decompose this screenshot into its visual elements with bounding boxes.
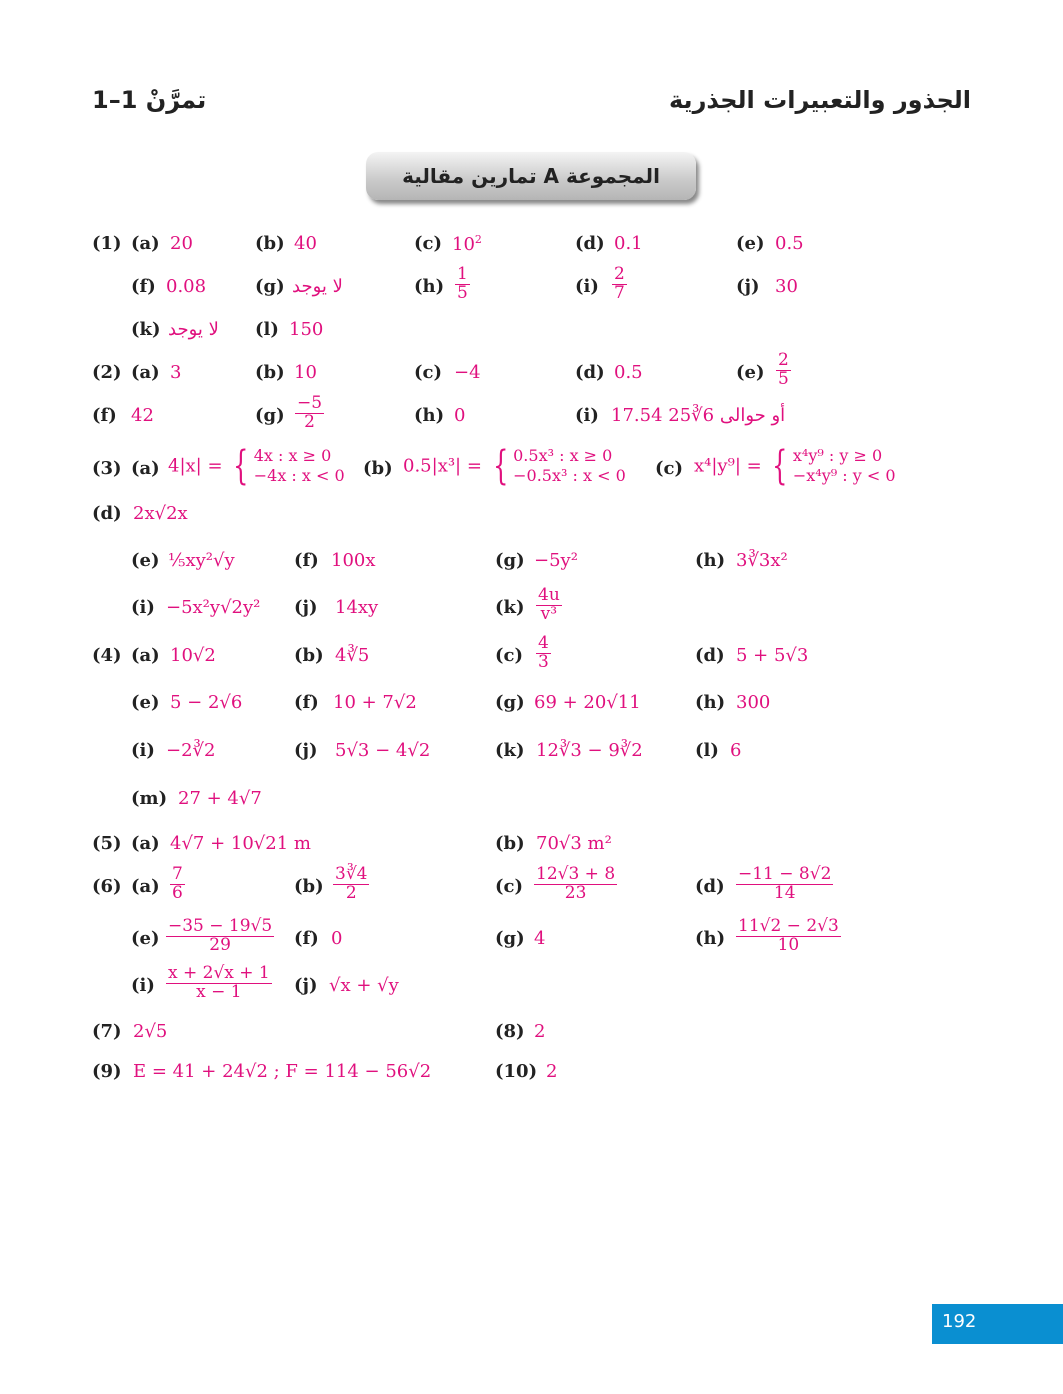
answer-value: 42 — [131, 405, 154, 426]
answer-label: (m) — [131, 788, 168, 809]
answer-value: 40 — [294, 233, 317, 254]
answer-value: 70√3 m² — [536, 833, 612, 854]
answer-value: 20 — [170, 233, 193, 254]
answer-label: (h) — [695, 928, 726, 949]
answer-value: 10 + 7√2 — [333, 692, 417, 713]
answer-value: 2 — [546, 1061, 558, 1082]
answer-value: 0 — [454, 405, 466, 426]
answer-label: (h) — [414, 276, 445, 297]
answer-label: (a) — [131, 233, 160, 254]
answer-value: 6 — [730, 740, 742, 761]
answer-value: 10 — [294, 362, 317, 383]
answer-value: E = 41 + 24√2 ; F = 114 − 56√2 — [133, 1061, 432, 1082]
answer-value: 2 — [534, 1021, 546, 1042]
answer-label: (b) — [294, 876, 324, 897]
answer-label: (a) — [131, 362, 160, 383]
answer-label: (a) — [131, 458, 160, 479]
answer-value: 100x — [331, 550, 376, 571]
answer-value: 0.08 — [166, 276, 207, 297]
question-number: (2) — [92, 362, 122, 383]
answer-value: 27 + 4√7 — [178, 788, 262, 809]
answer-fraction: $\frac{2}{7}$ — [614, 264, 625, 303]
answer-value: لا يوجد — [168, 319, 219, 340]
answer-label: (g) — [495, 928, 525, 949]
answer-fraction: $\frac{4u}{\text{v³}}$ — [538, 585, 560, 624]
answer-value: 3 — [170, 362, 182, 383]
answer-label: (i) — [131, 740, 155, 761]
answer-fraction: $\frac{4}{3}$ — [538, 633, 549, 672]
answer-label: (b) — [255, 233, 285, 254]
answer-value: $10^2$ — [452, 233, 482, 255]
answer-value: 0.1 — [614, 233, 643, 254]
answer-fraction: $\frac{-11 - 8√2}{14}$ — [738, 864, 832, 903]
answer-value: √x + √y — [329, 975, 399, 996]
answer-label: (i) — [131, 975, 155, 996]
answer-label: (b) — [255, 362, 285, 383]
answer-value: −4 — [454, 362, 481, 383]
answer-fraction: $\frac{x + 2√x + 1}{x - 1}$ — [168, 963, 270, 1002]
answer-value: 17.54 أو حوالى 6∛25 — [611, 405, 786, 426]
answer-value: 150 — [289, 319, 324, 340]
answer-value: 30 — [775, 276, 798, 297]
answer-label: (g) — [495, 550, 525, 571]
answer-label: (d) — [575, 362, 605, 383]
answer-label: (h) — [414, 405, 445, 426]
answer-value: 5 − 2√6 — [170, 692, 243, 713]
answer-value: 14xy — [335, 597, 379, 618]
answer-label: (h) — [695, 550, 726, 571]
answer-label: (g) — [255, 276, 285, 297]
answer-label: (c) — [414, 362, 442, 383]
answer-label: (j) — [294, 740, 318, 761]
answer-fraction: $\frac{12√3 + 8}{23}$ — [536, 864, 616, 903]
answer-value: 0.5 — [775, 233, 804, 254]
answer-label: (b) — [294, 645, 324, 666]
answer-value: 3∛3x² — [736, 550, 788, 571]
answer-label: (l) — [255, 319, 279, 340]
answer-label: (h) — [695, 692, 726, 713]
answer-fraction: $\frac{-35 - 19√5}{29}$ — [168, 916, 273, 955]
answer-fraction: $\frac{1}{5}$ — [457, 264, 468, 303]
answer-label: (c) — [495, 876, 523, 897]
answer-value: 4∛5 — [335, 645, 370, 666]
answer-label: (d) — [575, 233, 605, 254]
answer-label: (i) — [575, 405, 599, 426]
exercise-label: تمرَّنْ 1–1 — [92, 86, 207, 114]
answer-value: −5y² — [534, 550, 578, 571]
answer-fraction: $\frac{2}{5}$ — [778, 350, 789, 389]
question-number: (10) — [495, 1061, 538, 1082]
answer-label: (c) — [655, 458, 683, 479]
question-number: (1) — [92, 233, 122, 254]
answer-value: 10√2 — [170, 645, 216, 666]
answer-label: (f) — [294, 550, 319, 571]
answer-value: −5x²y√2y² — [166, 597, 261, 618]
question-number: (3) — [92, 458, 122, 479]
answer-label: (f) — [92, 405, 117, 426]
answer-label: (i) — [575, 276, 599, 297]
piecewise-answer: 4|x| = { 4x : x ≥ 0 −4x : x < 0 — [168, 443, 345, 489]
answer-label: (e) — [131, 692, 160, 713]
answer-value: 2x√2x — [133, 503, 188, 524]
answer-label: (a) — [131, 833, 160, 854]
answer-value: 0 — [331, 928, 343, 949]
answer-label: (c) — [414, 233, 442, 254]
question-number: (7) — [92, 1021, 122, 1042]
question-number: (5) — [92, 833, 122, 854]
question-number: (9) — [92, 1061, 122, 1082]
answer-label: (k) — [495, 740, 525, 761]
page-number: 192 — [932, 1304, 1063, 1344]
answer-label: (g) — [495, 692, 525, 713]
answer-value: 5√3 − 4√2 — [335, 740, 431, 761]
answer-label: (e) — [736, 362, 765, 383]
answer-value: 4 — [534, 928, 546, 949]
answer-value: لا يوجد — [292, 276, 343, 297]
answer-label: (d) — [695, 645, 725, 666]
answer-label: (k) — [495, 597, 525, 618]
answer-label: (f) — [131, 276, 156, 297]
answer-label: (f) — [294, 692, 319, 713]
answer-label: (l) — [695, 740, 719, 761]
answer-fraction: $\frac{7}{6}$ — [172, 864, 183, 903]
answer-value: 12∛3 − 9∛2 — [536, 740, 643, 761]
chapter-title: الجذور والتعبيرات الجذرية — [669, 86, 971, 114]
answer-label: (j) — [294, 597, 318, 618]
piecewise-answer: x⁴|y⁹| = { x⁴y⁹ : y ≥ 0 −x⁴y⁹ : y < 0 — [694, 443, 896, 489]
answer-fraction: $\frac{3∛4}{2}$ — [335, 864, 368, 903]
answer-value: 0.5 — [614, 362, 643, 383]
answer-label: (i) — [131, 597, 155, 618]
answer-value: 4√7 + 10√21 m — [170, 833, 311, 854]
answer-label: (d) — [695, 876, 725, 897]
question-number: (8) — [495, 1021, 525, 1042]
question-number: (6) — [92, 876, 122, 897]
question-number: (4) — [92, 645, 122, 666]
answer-label: (c) — [495, 645, 523, 666]
answer-label: (b) — [495, 833, 525, 854]
answer-label: (e) — [131, 928, 160, 949]
answer-label: (b) — [363, 458, 393, 479]
answer-label: (d) — [92, 503, 122, 524]
answer-value: 300 — [736, 692, 771, 713]
answer-value: ⅕xy²√y — [168, 550, 235, 571]
answer-fraction: $\frac{11√2 - 2√3}{10}$ — [738, 916, 839, 955]
answer-label: (g) — [255, 405, 285, 426]
group-banner: المجموعة A تمارين مقالية — [366, 152, 696, 200]
answer-label: (k) — [131, 319, 161, 340]
answer-value: 5 + 5√3 — [736, 645, 809, 666]
answer-label: (f) — [294, 928, 319, 949]
answer-label: (e) — [131, 550, 160, 571]
piecewise-answer: 0.5|x³| = { 0.5x³ : x ≥ 0 −0.5x³ : x < 0 — [403, 443, 626, 489]
answer-label: (j) — [294, 975, 318, 996]
answer-value: 69 + 20√11 — [534, 692, 641, 713]
answer-label: (a) — [131, 876, 160, 897]
answer-value: 2√5 — [133, 1021, 168, 1042]
answer-fraction: $\frac{-5}{2}$ — [297, 393, 323, 432]
answer-value: −2∛2 — [166, 740, 216, 761]
answer-label: (e) — [736, 233, 765, 254]
answer-label: (a) — [131, 645, 160, 666]
answer-label: (j) — [736, 276, 760, 297]
